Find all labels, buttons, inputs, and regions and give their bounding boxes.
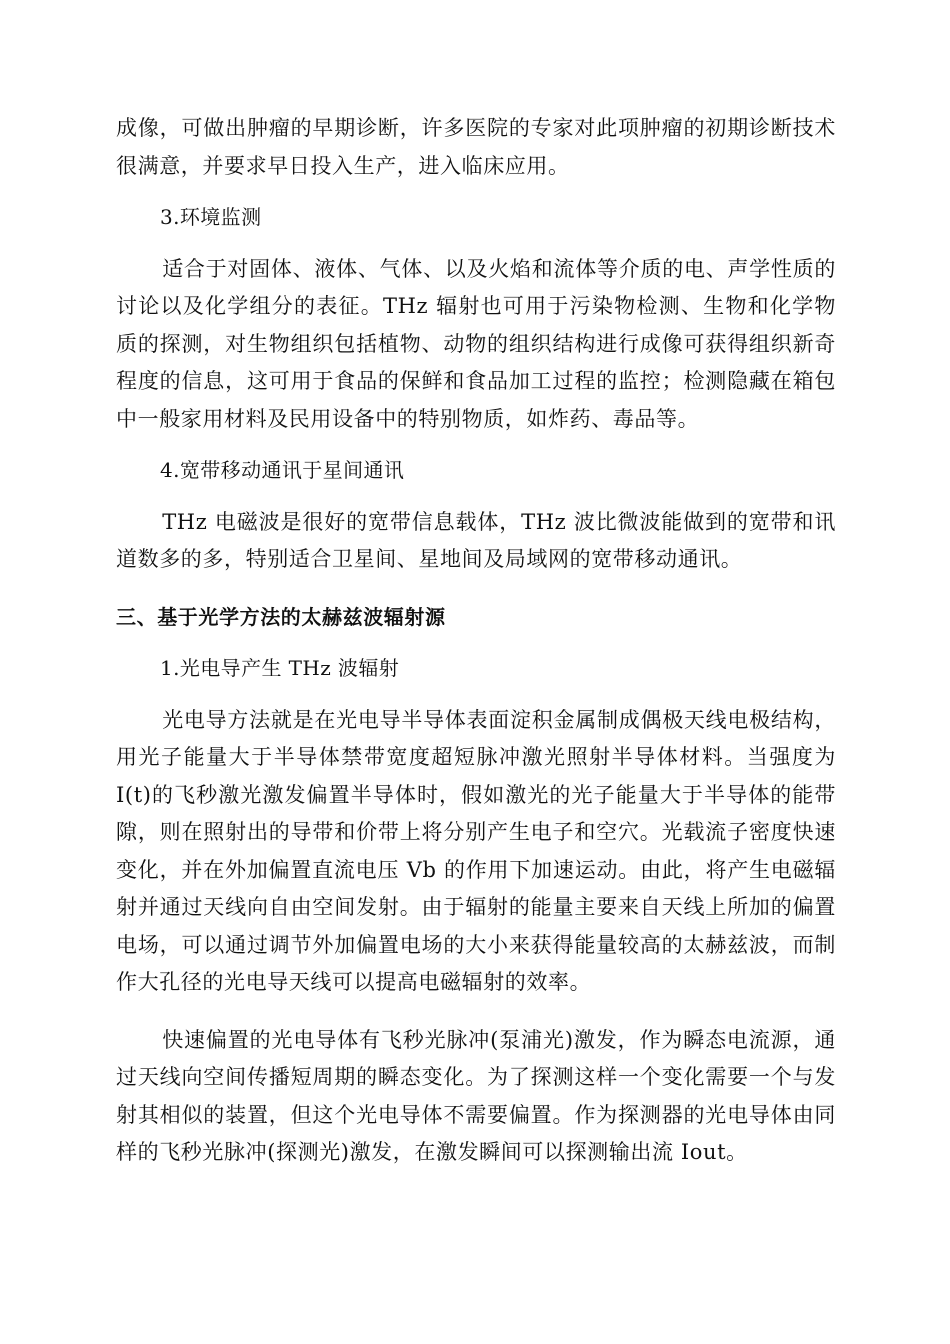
paragraph-broadband-communication: THz 电磁波是很好的宽带信息载体，THz 波比微波能做到的宽带和讯道数多的多，特别适合卫星间、星地间及局域网的宽带移动通讯。 [116, 509, 836, 571]
subheading-environment-monitoring: 3.环境监测 [160, 205, 262, 229]
paragraph-environment-monitoring: 适合于对固体、液体、气体、以及火焰和流体等介质的电、声学性质的讨论以及化学组分的表征。THz 辐射也可用于污染物检测、生物和化学物质的探测，对生物组织包括植物、动物的组织结构进行成像可获得组织新奇程度的信息，这可用于食品的保鲜和食品加工过程的监控；检测隐藏在箱包中一般家用材料及民用设备中的特别物质，如炸药、毒品等。 [116, 256, 836, 431]
document-body [116, 110, 836, 1172]
paragraph-photoconductive-detection: 快速偏置的光电导体有飞秒光脉冲(泵浦光)激发，作为瞬态电流源，通过天线向空间传播短周期的瞬态变化。为了探测这样一个变化需要一个与发射其相似的装置，但这个光电导体不需要偏置。作为探测器的光电导体由同样的飞秒光脉冲(探测光)激发，在激发瞬间可以探测输出流 Iout。 [116, 1027, 836, 1164]
paragraph-photoconductive-method: 光电导方法就是在光电导半导体表面淀积金属制成偶极天线电极结构，用光子能量大于半导体禁带宽度超短脉冲激光照射半导体材料。当强度为 I(t)的飞秒激光激发偏置半导体时，假如激光的光子能量大于半导体的能带隙，则在照射出的导带和价带上将分别产生电子和空穴。光载流子密度快速变化，并在外加偏置直流电压 Vb 的作用下加速运动。由此，将产生电磁辐射并通过天线向自由空间发射。由于辐射的能量主要来自天线上所加的偏置电场，可以通过调节外加偏置电场的大小来获得能量较高的太赫兹波，而制作大孔径的光电导天线可以提高电磁辐射的效率。 [116, 707, 836, 994]
subheading-broadband-communication: 4.宽带移动通讯于星间通讯 [160, 458, 405, 482]
section-title-optical-sources: 三、基于光学方法的太赫兹波辐射源 [116, 604, 446, 629]
paragraph-imaging-continued: 成像，可做出肿瘤的早期诊断，许多医院的专家对此项肿瘤的初期诊断技术很满意，并要求早日投入生产，进入临床应用。 [116, 116, 836, 178]
subheading-photoconductive: 1.光电导产生 THz 波辐射 [160, 656, 400, 680]
